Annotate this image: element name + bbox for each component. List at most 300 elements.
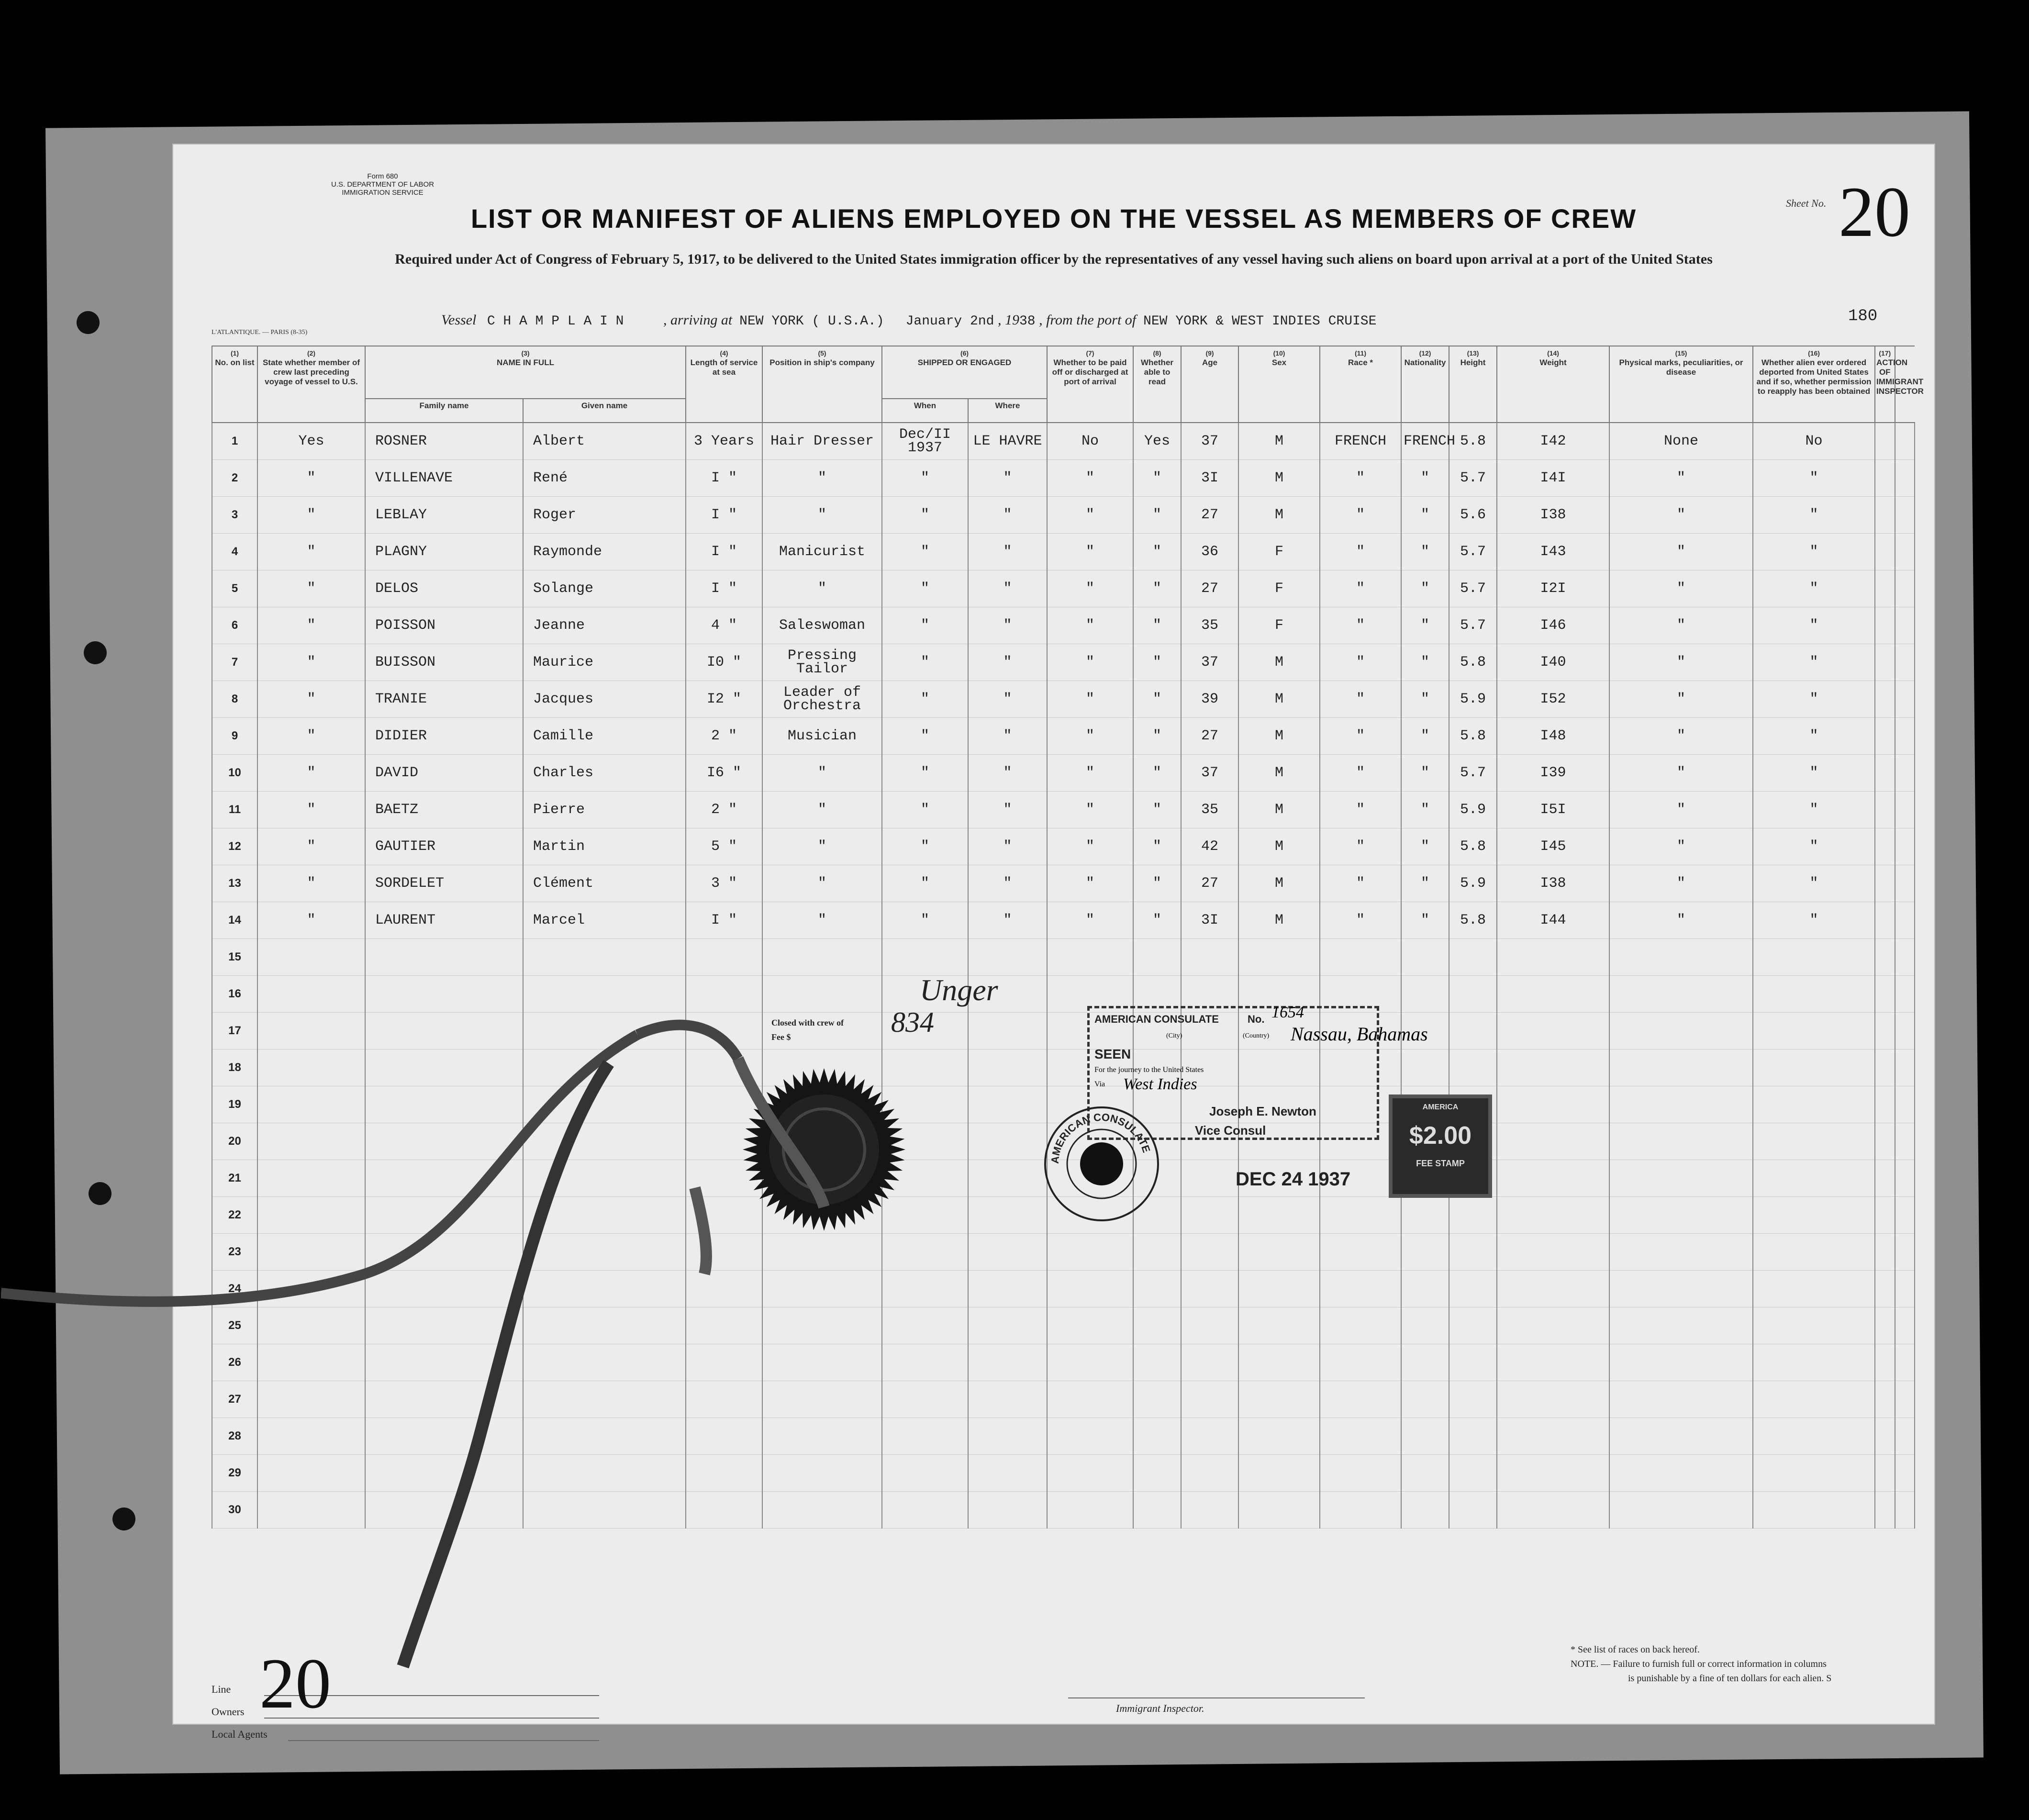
- cell-empty: [968, 1271, 1047, 1307]
- service: IMMIGRATION SERVICE: [342, 189, 424, 197]
- owners-label: Owners: [212, 1706, 245, 1718]
- cell-physical-marks: ": [1609, 534, 1753, 570]
- year-prefix: , 19: [997, 312, 1019, 328]
- cell-empty: [1609, 939, 1753, 976]
- cell-age: 42: [1181, 828, 1238, 865]
- cell-paid-off: ": [1047, 497, 1133, 534]
- cell-empty: [1497, 1086, 1609, 1123]
- col-header-when: When: [882, 399, 968, 423]
- cell-empty: [1895, 1086, 1915, 1123]
- cell-empty: [1320, 1307, 1401, 1344]
- cell-age: 3I: [1181, 902, 1238, 939]
- cell-row-number: 17: [212, 1013, 257, 1050]
- col-header-inspector-action: (17) ACTION OF IMMIGRANT INSPECTOR: [1875, 346, 1895, 423]
- cell-empty: [1895, 1455, 1915, 1492]
- cell-position: Pressing Tailor: [762, 644, 882, 681]
- cell-shipped-where: ": [968, 902, 1047, 939]
- cell-shipped-where: ": [968, 570, 1047, 607]
- cell-deported: ": [1753, 828, 1875, 865]
- cell-empty: [1449, 1344, 1497, 1381]
- race-note: * See list of races on back hereof.: [1571, 1644, 1700, 1655]
- cell-empty: [1497, 976, 1609, 1013]
- binder-hole: [77, 311, 100, 334]
- cell-empty: [1753, 939, 1875, 976]
- cell-able-to-read: ": [1133, 497, 1181, 534]
- cell-empty: [1895, 902, 1915, 939]
- cell-height: 5.7: [1449, 755, 1497, 792]
- cell-empty: [1753, 1418, 1875, 1455]
- cell-empty: [882, 1455, 968, 1492]
- cell-age: 27: [1181, 865, 1238, 902]
- cell-empty: [1238, 1197, 1320, 1234]
- cell-race: ": [1320, 681, 1401, 718]
- col-header-previous-voyage: (2) State whether member of crew last preceding voyage of vessel to U.S.: [257, 346, 365, 423]
- penalty-note-2: is punishable by a fine of ten dollars for each alien. S: [1628, 1673, 1832, 1684]
- cell-nationality: ": [1401, 755, 1449, 792]
- cell-empty: [1320, 1492, 1401, 1529]
- cell-empty: [1875, 607, 1895, 644]
- department: U.S. DEPARTMENT OF LABOR: [331, 180, 435, 189]
- cell-sex: M: [1238, 865, 1320, 902]
- closed-count: 834: [891, 1006, 934, 1038]
- cell-shipped-where: ": [968, 497, 1047, 534]
- footer-notes: [1571, 1642, 1929, 1686]
- col-header-given-name: Given name: [523, 399, 686, 423]
- local-agents-label: Local Agents: [212, 1728, 268, 1740]
- cell-paid-off: No: [1047, 423, 1133, 460]
- sheet-number-label: Sheet No.: [1786, 197, 1827, 209]
- cell-able-to-read: ": [1133, 792, 1181, 828]
- cell-sex: F: [1238, 534, 1320, 570]
- seal-text: AMERICAN CONSULATE: [1048, 1111, 1153, 1164]
- cell-empty: [1609, 1197, 1753, 1234]
- col-header-service: (4) Length of service at sea: [686, 346, 762, 423]
- cell-empty: [1449, 976, 1497, 1013]
- cell-row-number: 25: [212, 1307, 257, 1344]
- cell-sex: M: [1238, 792, 1320, 828]
- cell-previous-voyage: ": [257, 607, 365, 644]
- cell-empty: [968, 1123, 1047, 1160]
- cell-deported: ": [1753, 497, 1875, 534]
- cell-empty: [1875, 828, 1895, 865]
- cell-empty: [1238, 1271, 1320, 1307]
- cell-shipped-where: LE HAVRE: [968, 423, 1047, 460]
- cell-position: Saleswoman: [762, 607, 882, 644]
- cell-able-to-read: ": [1133, 644, 1181, 681]
- cell-empty: [1320, 1197, 1401, 1234]
- cell-empty: [968, 1492, 1047, 1529]
- inspector-label: Immigrant Inspector.: [1116, 1702, 1204, 1714]
- cell-position: ": [762, 497, 882, 534]
- cell-empty: [1895, 1234, 1915, 1271]
- cell-paid-off: ": [1047, 828, 1133, 865]
- cell-empty: [1133, 1418, 1181, 1455]
- cell-empty: [1047, 1492, 1133, 1529]
- cell-shipped-when: ": [882, 607, 968, 644]
- cell-service-length: 5 ": [686, 828, 762, 865]
- cell-empty: [1609, 1455, 1753, 1492]
- cell-empty: [1497, 1455, 1609, 1492]
- cell-empty: [1609, 1123, 1753, 1160]
- cell-empty: [1449, 1381, 1497, 1418]
- cell-age: 3I: [1181, 460, 1238, 497]
- cell-empty: [762, 939, 882, 976]
- cell-weight: I39: [1497, 755, 1609, 792]
- cell-family-name: DELOS: [365, 570, 523, 607]
- closed-signature: Unger: [920, 973, 998, 1007]
- cell-height: 5.9: [1449, 865, 1497, 902]
- cell-deported: ": [1753, 607, 1875, 644]
- cell-empty: [1895, 1050, 1915, 1086]
- cell-row-number: 22: [212, 1197, 257, 1234]
- cell-empty: [1238, 1234, 1320, 1271]
- cell-empty: [968, 939, 1047, 976]
- cell-empty: [1895, 570, 1915, 607]
- cell-shipped-where: ": [968, 681, 1047, 718]
- cell-empty: [1609, 1160, 1753, 1197]
- cell-empty: [1181, 1160, 1238, 1197]
- cell-empty: [1753, 1197, 1875, 1234]
- cell-empty: [968, 1234, 1047, 1271]
- stamp-date: DEC 24 1937: [1236, 1169, 1351, 1190]
- cell-family-name: BAETZ: [365, 792, 523, 828]
- cell-age: 35: [1181, 607, 1238, 644]
- cell-race: FRENCH: [1320, 423, 1401, 460]
- cell-family-name: VILLENAVE: [365, 460, 523, 497]
- col-header-height: (13) Height: [1449, 346, 1497, 423]
- cell-empty: [1047, 1381, 1133, 1418]
- cell-empty: [1875, 570, 1895, 607]
- cell-empty: [1497, 1197, 1609, 1234]
- form-identifier: [331, 172, 434, 197]
- cell-height: 5.7: [1449, 460, 1497, 497]
- cell-age: 37: [1181, 644, 1238, 681]
- cell-service-length: I2 ": [686, 681, 762, 718]
- cell-race: ": [1320, 497, 1401, 534]
- cell-empty: [1753, 1160, 1875, 1197]
- cell-service-length: I ": [686, 902, 762, 939]
- inspector-underline: [1068, 1697, 1365, 1698]
- cell-deported: ": [1753, 865, 1875, 902]
- cell-previous-voyage: ": [257, 865, 365, 902]
- cell-position: ": [762, 865, 882, 902]
- cell-row-number: 23: [212, 1234, 257, 1271]
- cell-nationality: ": [1401, 828, 1449, 865]
- cell-race: ": [1320, 534, 1401, 570]
- cell-deported: No: [1753, 423, 1875, 460]
- cell-empty: [1875, 976, 1895, 1013]
- cell-sex: M: [1238, 681, 1320, 718]
- cell-able-to-read: ": [1133, 570, 1181, 607]
- sheet-number: 20: [1839, 172, 1910, 252]
- cell-sex: F: [1238, 607, 1320, 644]
- col-header-nationality: (12) Nationality: [1401, 346, 1449, 423]
- sheet-code: 180: [1848, 307, 1878, 325]
- cell-empty: [1238, 1455, 1320, 1492]
- cell-previous-voyage: Yes: [257, 423, 365, 460]
- col-header-where: Where: [968, 399, 1047, 423]
- table-row: [212, 828, 1915, 865]
- cell-row-number: 10: [212, 755, 257, 792]
- table-row: [212, 534, 1915, 570]
- cell-deported: ": [1753, 644, 1875, 681]
- cell-paid-off: ": [1047, 460, 1133, 497]
- cell-height: 5.8: [1449, 828, 1497, 865]
- cell-empty: [1609, 1050, 1753, 1086]
- cell-weight: I5I: [1497, 792, 1609, 828]
- cell-empty: [1320, 1344, 1401, 1381]
- cell-empty: [1895, 497, 1915, 534]
- cell-age: 35: [1181, 792, 1238, 828]
- cell-empty: [882, 939, 968, 976]
- stamp-country-label: (Country): [1243, 1032, 1270, 1039]
- cell-position: ": [762, 570, 882, 607]
- cell-empty: [1449, 1013, 1497, 1050]
- table-row: [212, 570, 1915, 607]
- cell-physical-marks: ": [1609, 865, 1753, 902]
- cell-sex: M: [1238, 902, 1320, 939]
- cell-empty: [882, 1234, 968, 1271]
- via-label: Via: [1094, 1080, 1105, 1088]
- cell-able-to-read: ": [1133, 534, 1181, 570]
- cell-empty: [1875, 1013, 1895, 1050]
- cell-empty: [1320, 1381, 1401, 1418]
- cell-shipped-when: ": [882, 828, 968, 865]
- cell-paid-off: ": [1047, 792, 1133, 828]
- cell-shipped-when: ": [882, 460, 968, 497]
- col-header-race: (11) Race *: [1320, 346, 1401, 423]
- cell-previous-voyage: ": [257, 570, 365, 607]
- cell-empty: [1497, 939, 1609, 976]
- cell-empty: [1875, 1455, 1895, 1492]
- cell-position: Leader of Orchestra: [762, 681, 882, 718]
- cell-empty: [1449, 1234, 1497, 1271]
- cell-previous-voyage: ": [257, 828, 365, 865]
- cell-given-name: Jacques: [523, 681, 686, 718]
- cell-empty: [1895, 607, 1915, 644]
- cell-empty: [1238, 1344, 1320, 1381]
- cell-age: 36: [1181, 534, 1238, 570]
- form-number: Form 680: [367, 172, 398, 180]
- cell-empty: [1401, 976, 1449, 1013]
- cell-empty: [1449, 1307, 1497, 1344]
- cell-weight: I38: [1497, 497, 1609, 534]
- cell-empty: [1238, 1492, 1320, 1529]
- cell-empty: [1875, 423, 1895, 460]
- cell-row-number: 24: [212, 1271, 257, 1307]
- cell-empty: [1609, 1492, 1753, 1529]
- cell-race: ": [1320, 902, 1401, 939]
- cell-empty: [1133, 939, 1181, 976]
- col-header-sex: (10) Sex: [1238, 346, 1320, 423]
- cell-able-to-read: ": [1133, 902, 1181, 939]
- cell-shipped-when: ": [882, 792, 968, 828]
- cell-empty: [1181, 1307, 1238, 1344]
- cell-row-number: 2: [212, 460, 257, 497]
- cell-empty: [1875, 755, 1895, 792]
- cell-empty: [1753, 1455, 1875, 1492]
- cell-given-name: René: [523, 460, 686, 497]
- col-header-read: (8) Whether able to read: [1133, 346, 1181, 423]
- departure-port: NEW YORK & WEST INDIES CRUISE: [1143, 314, 1377, 329]
- cell-age: 37: [1181, 755, 1238, 792]
- cell-empty: [1401, 1418, 1449, 1455]
- cell-shipped-when: ": [882, 644, 968, 681]
- table-row: [212, 755, 1915, 792]
- cell-empty: [1133, 1234, 1181, 1271]
- cell-shipped-when: ": [882, 534, 968, 570]
- col-header-paid-off: (7) Whether to be paid off or discharged at port of arrival: [1047, 346, 1133, 423]
- cell-row-number: 14: [212, 902, 257, 939]
- cell-empty: [1895, 1418, 1915, 1455]
- fee-stamp: [1389, 1094, 1492, 1198]
- cell-row-number: 7: [212, 644, 257, 681]
- cell-deported: ": [1753, 902, 1875, 939]
- cell-row-number: 6: [212, 607, 257, 644]
- cell-empty: [365, 939, 523, 976]
- cell-service-length: I ": [686, 497, 762, 534]
- cell-empty: [1609, 1271, 1753, 1307]
- cell-row-number: 18: [212, 1050, 257, 1086]
- cell-deported: ": [1753, 681, 1875, 718]
- cell-empty: [1895, 755, 1915, 792]
- cell-empty: [882, 1344, 968, 1381]
- cell-empty: [1875, 1381, 1895, 1418]
- cell-empty: [968, 1344, 1047, 1381]
- cell-position: ": [762, 828, 882, 865]
- cell-empty: [968, 1050, 1047, 1086]
- cell-weight: I4I: [1497, 460, 1609, 497]
- cell-empty: [1875, 460, 1895, 497]
- cell-empty: [882, 1492, 968, 1529]
- cell-empty: [1238, 939, 1320, 976]
- cell-row-number: 11: [212, 792, 257, 828]
- cell-age: 27: [1181, 718, 1238, 755]
- cell-empty: [1609, 1307, 1753, 1344]
- cell-empty: [1047, 1307, 1133, 1344]
- stamp-city-label: (City): [1166, 1032, 1182, 1039]
- col-header-number: (1) No. on list: [212, 346, 257, 423]
- cell-empty: [257, 939, 365, 976]
- cell-given-name: Albert: [523, 423, 686, 460]
- cell-empty: [1047, 1234, 1133, 1271]
- cell-height: 5.6: [1449, 497, 1497, 534]
- cell-empty: [1497, 1050, 1609, 1086]
- cell-empty: [1497, 1344, 1609, 1381]
- cell-row-number: 28: [212, 1418, 257, 1455]
- cell-empty: [882, 1307, 968, 1344]
- cell-shipped-when: ": [882, 497, 968, 534]
- cell-shipped-where: ": [968, 865, 1047, 902]
- cell-given-name: Jeanne: [523, 607, 686, 644]
- cell-position: Hair Dresser: [762, 423, 882, 460]
- cell-empty: [1449, 1492, 1497, 1529]
- table-row: [212, 792, 1915, 828]
- cell-nationality: ": [1401, 718, 1449, 755]
- cell-nationality: ": [1401, 534, 1449, 570]
- cell-empty: [1449, 1197, 1497, 1234]
- cell-service-length: I ": [686, 570, 762, 607]
- cell-height: 5.7: [1449, 534, 1497, 570]
- cell-given-name: Solange: [523, 570, 686, 607]
- table-row: [212, 865, 1915, 902]
- cell-empty: [882, 1381, 968, 1418]
- closed-label: Closed with crew of: [771, 1018, 844, 1027]
- table-row: [212, 607, 1915, 644]
- ribbon: [1, 1006, 862, 1676]
- cell-empty: [1875, 1160, 1895, 1197]
- cell-weight: I48: [1497, 718, 1609, 755]
- cell-family-name: DIDIER: [365, 718, 523, 755]
- cell-empty: [1609, 976, 1753, 1013]
- col-header-name: (3) NAME IN FULL: [365, 346, 686, 399]
- cell-empty: [968, 1013, 1047, 1050]
- cell-empty: [1497, 1307, 1609, 1344]
- cell-empty: [1181, 1197, 1238, 1234]
- cell-sex: M: [1238, 644, 1320, 681]
- cell-deported: ": [1753, 718, 1875, 755]
- cell-height: 5.7: [1449, 607, 1497, 644]
- cell-empty: [1609, 1234, 1753, 1271]
- cell-previous-voyage: ": [257, 755, 365, 792]
- cell-shipped-when: ": [882, 718, 968, 755]
- cell-weight: I40: [1497, 644, 1609, 681]
- cell-empty: [1895, 792, 1915, 828]
- cell-empty: [1875, 1307, 1895, 1344]
- cell-paid-off: ": [1047, 681, 1133, 718]
- cell-physical-marks: ": [1609, 828, 1753, 865]
- cell-empty: [1895, 1013, 1915, 1050]
- cell-empty: [1181, 1344, 1238, 1381]
- fee-stamp-value: $2.00: [1409, 1122, 1472, 1150]
- cell-paid-off: ": [1047, 644, 1133, 681]
- cell-shipped-where: ": [968, 607, 1047, 644]
- cell-nationality: ": [1401, 460, 1449, 497]
- table-row: [212, 460, 1915, 497]
- cell-race: ": [1320, 865, 1401, 902]
- cell-able-to-read: ": [1133, 607, 1181, 644]
- cell-empty: [1895, 1197, 1915, 1234]
- cell-service-length: 3 ": [686, 865, 762, 902]
- cell-paid-off: ": [1047, 902, 1133, 939]
- cell-empty: [1497, 1492, 1609, 1529]
- cell-service-length: 2 ": [686, 792, 762, 828]
- vessel-name: C H A M P L A I N: [487, 314, 624, 329]
- cell-empty: [1895, 976, 1915, 1013]
- cell-row-number: 15: [212, 939, 257, 976]
- cell-family-name: DAVID: [365, 755, 523, 792]
- cell-empty: [968, 1197, 1047, 1234]
- cell-empty: [1133, 1381, 1181, 1418]
- cell-previous-voyage: ": [257, 792, 365, 828]
- cell-empty: [1875, 644, 1895, 681]
- manifest-sheet: [172, 144, 1935, 1740]
- cell-sex: M: [1238, 423, 1320, 460]
- arrival-port: NEW YORK ( U.S.A.): [739, 314, 884, 329]
- cell-weight: I45: [1497, 828, 1609, 865]
- cell-empty: [1449, 1271, 1497, 1307]
- cell-empty: [1133, 1271, 1181, 1307]
- cell-empty: [1895, 534, 1915, 570]
- cell-sex: M: [1238, 718, 1320, 755]
- cell-row-number: 29: [212, 1455, 257, 1492]
- stamp-place: Nassau, Bahamas: [1291, 1023, 1428, 1045]
- cell-empty: [1401, 1234, 1449, 1271]
- cell-weight: I46: [1497, 607, 1609, 644]
- cell-paid-off: ": [1047, 718, 1133, 755]
- cell-shipped-when: Dec/II 1937: [882, 423, 968, 460]
- cell-empty: [1875, 1418, 1895, 1455]
